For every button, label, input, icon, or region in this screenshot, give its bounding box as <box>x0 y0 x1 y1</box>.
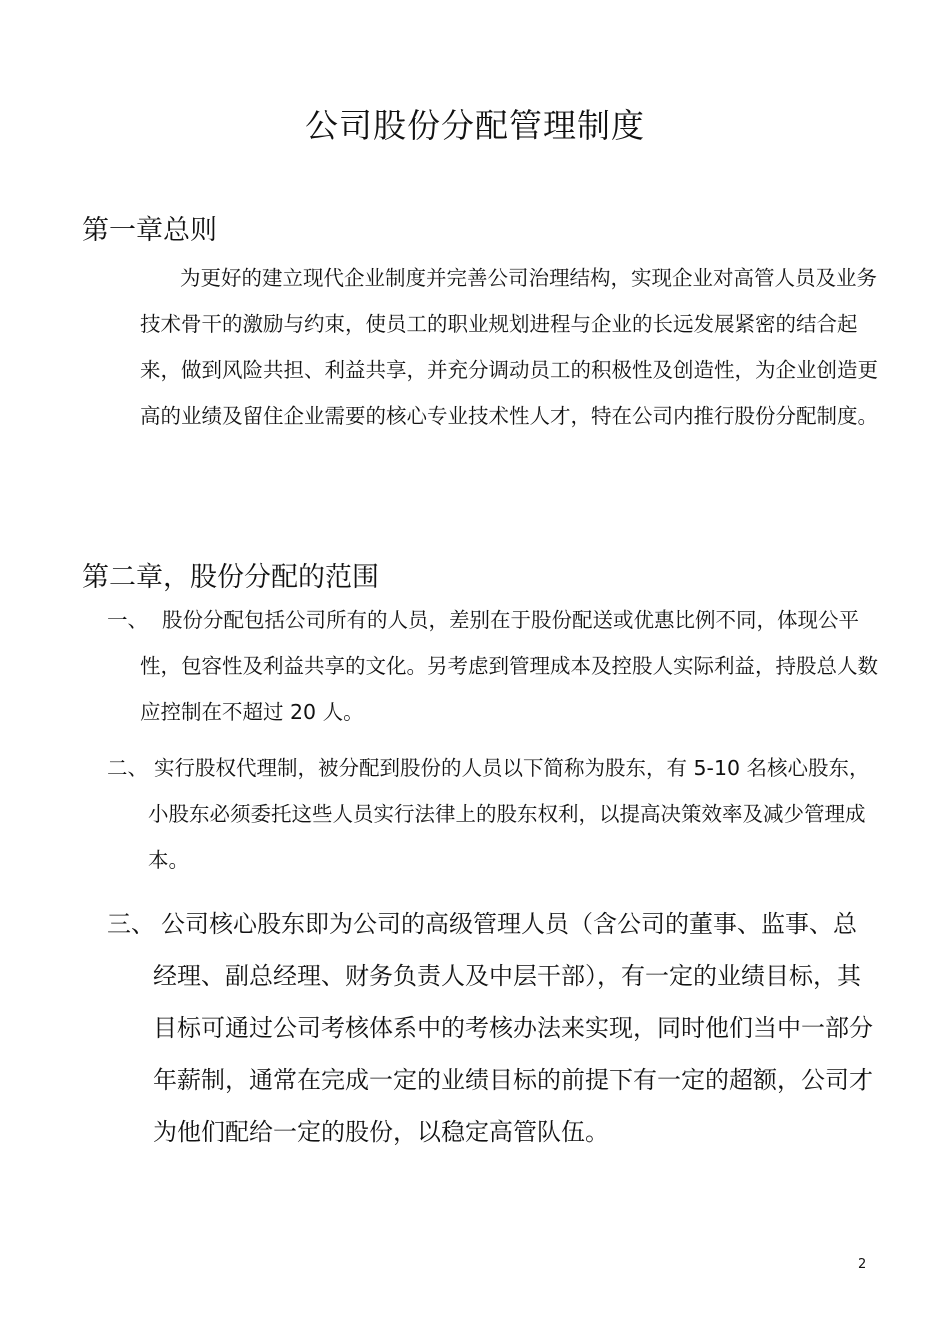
list-item <box>107 597 878 735</box>
chapter-2-heading: 第二章，股份分配的范围 <box>82 562 379 593</box>
page-title: 公司股份分配管理制度 <box>305 106 645 145</box>
chapter-1-heading: 第一章总则 <box>82 215 217 246</box>
list-item <box>107 745 878 883</box>
list-item-text: 实行股权代理制，被分配到股份的人员以下简称为股东，有 5-10 名核心股东，小股东必须委托这些人员实行法律上的股东权利，以提高决策效率及减少管理成本。 <box>148 756 870 872</box>
list-item-text: 股份分配包括公司所有的人员，差别在于股份配送或优惠比例不同，体现公平性，包容性及利益共享的文化。另考虑到管理成本及控股人实际利益，持股总人数应控制在不超过 20 人。 <box>140 608 878 724</box>
list-item <box>107 898 878 1158</box>
list-item-text: 公司核心股东即为公司的高级管理人员（含公司的董事、监事、总经理、副总经理、财务负责人及中层干部），有一定的业绩目标，其目标可通过公司考核体系中的考核办法来实现，同时他们当中一部分年薪制，通常在完成一定的业绩目标的前提下有一定的超额，公司才为他们配给一定的股份，以稳定高管队伍。 <box>153 910 873 1146</box>
page-number: 2 <box>858 1257 867 1272</box>
chapter-1-paragraph: 为更好的建立现代企业制度并完善公司治理结构，实现企业对高管人员及业务技术骨干的激励与约束，使员工的职业规划进程与企业的长远发展紧密的结合起来，做到风险共担、利益共享，并充分调动员工的积极性及创造性，为企业创造更高的业绩及留住企业需要的核心专业技术性人才，特在公司内推行股份分配制度。 <box>140 266 878 428</box>
list-item-number: 二、 <box>107 756 148 780</box>
list-item-number: 一、 <box>107 608 148 632</box>
list-item-number: 三、 <box>107 910 155 938</box>
